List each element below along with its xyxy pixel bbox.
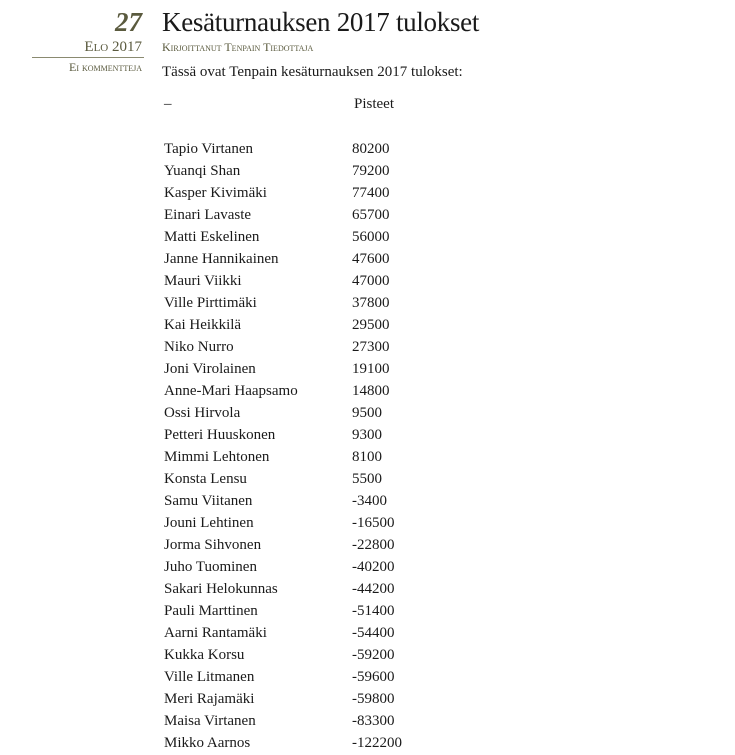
table-row bbox=[164, 270, 402, 292]
table-row bbox=[164, 688, 402, 710]
player-name: Mimmi Lehtonen bbox=[164, 449, 270, 465]
player-name: Kasper Kivimäki bbox=[164, 185, 267, 201]
column-header-name: – bbox=[164, 96, 172, 112]
player-points: 37800 bbox=[352, 295, 390, 311]
player-name: Anne-Mari Haapsamo bbox=[164, 383, 298, 399]
player-points: 29500 bbox=[352, 317, 390, 333]
player-name: Niko Nurro bbox=[164, 339, 234, 355]
player-name: Ossi Hirvola bbox=[164, 405, 241, 421]
table-row bbox=[164, 204, 402, 226]
table-row bbox=[164, 732, 402, 754]
player-name: Tapio Virtanen bbox=[164, 141, 253, 157]
player-name: Aarni Rantamäki bbox=[164, 625, 267, 641]
player-points: -59200 bbox=[352, 647, 395, 663]
table-row bbox=[164, 292, 402, 314]
table-row bbox=[164, 358, 402, 380]
table-row bbox=[164, 138, 402, 160]
player-name: Juho Tuominen bbox=[164, 559, 257, 575]
table-row bbox=[164, 490, 402, 512]
player-points: -22800 bbox=[352, 537, 395, 553]
table-row bbox=[164, 248, 402, 270]
player-name: Pauli Marttinen bbox=[164, 603, 258, 619]
player-points: 8100 bbox=[352, 449, 382, 465]
table-row bbox=[164, 446, 402, 468]
player-points: 47000 bbox=[352, 273, 390, 289]
player-points: 79200 bbox=[352, 163, 390, 179]
table-header-row bbox=[164, 96, 402, 116]
player-points: -44200 bbox=[352, 581, 395, 597]
date-day: 27 bbox=[115, 7, 142, 37]
player-name: Matti Eskelinen bbox=[164, 229, 260, 245]
results-body bbox=[164, 116, 402, 754]
player-points: -122200 bbox=[352, 735, 402, 751]
player-points: -59800 bbox=[352, 691, 395, 707]
player-points: -16500 bbox=[352, 515, 395, 531]
table-row bbox=[164, 534, 402, 556]
player-name: Ville Pirttimäki bbox=[164, 295, 257, 311]
player-points: 77400 bbox=[352, 185, 390, 201]
player-name: Mauri Viikki bbox=[164, 273, 242, 289]
player-points: -3400 bbox=[352, 493, 387, 509]
player-name: Jorma Sihvonen bbox=[164, 537, 262, 553]
table-row bbox=[164, 380, 402, 402]
post bbox=[162, 6, 722, 82]
player-name: Mikko Aarnos bbox=[164, 735, 251, 751]
player-points: 14800 bbox=[352, 383, 390, 399]
player-points: -59600 bbox=[352, 669, 395, 685]
table-row bbox=[164, 402, 402, 424]
player-name: Meri Rajamäki bbox=[164, 691, 255, 707]
player-points: 19100 bbox=[352, 361, 390, 377]
player-name: Samu Viitanen bbox=[164, 493, 253, 509]
player-name: Konsta Lensu bbox=[164, 471, 247, 487]
post-author: Kirjoittanut Tenpain Tiedottaja bbox=[162, 40, 314, 54]
table-row bbox=[164, 512, 402, 534]
player-points: -83300 bbox=[352, 713, 395, 729]
player-points: 80200 bbox=[352, 141, 390, 157]
comments-link[interactable]: Ei kommentteja bbox=[69, 60, 142, 74]
player-name: Joni Virolainen bbox=[164, 361, 256, 377]
spacer-row bbox=[164, 116, 402, 138]
date-month-year: Elo 2017 bbox=[32, 38, 144, 58]
player-name: Yuanqi Shan bbox=[164, 163, 241, 179]
player-points: 65700 bbox=[352, 207, 390, 223]
post-date bbox=[32, 6, 144, 76]
player-name: Maisa Virtanen bbox=[164, 713, 256, 729]
results-table bbox=[164, 96, 402, 754]
table-row bbox=[164, 336, 402, 358]
player-name: Einari Lavaste bbox=[164, 207, 252, 223]
post-intro: Tässä ovat Tenpain kesäturnauksen 2017 tulokset: bbox=[162, 64, 463, 80]
column-header-points: Pisteet bbox=[354, 96, 394, 112]
table-row bbox=[164, 226, 402, 248]
player-name: Kai Heikkilä bbox=[164, 317, 242, 333]
table-row bbox=[164, 182, 402, 204]
player-name: Ville Litmanen bbox=[164, 669, 255, 685]
player-points: -51400 bbox=[352, 603, 395, 619]
post-title[interactable]: Kesäturnauksen 2017 tulokset bbox=[162, 7, 480, 37]
table-row bbox=[164, 424, 402, 446]
table-row bbox=[164, 314, 402, 336]
table-row bbox=[164, 644, 402, 666]
table-row bbox=[164, 710, 402, 732]
table-row bbox=[164, 160, 402, 182]
player-points: 9300 bbox=[352, 427, 382, 443]
table-row bbox=[164, 556, 402, 578]
table-row bbox=[164, 600, 402, 622]
player-name: Janne Hannikainen bbox=[164, 251, 279, 267]
player-name: Jouni Lehtinen bbox=[164, 515, 254, 531]
player-points: 5500 bbox=[352, 471, 382, 487]
player-name: Petteri Huuskonen bbox=[164, 427, 276, 443]
table-row bbox=[164, 578, 402, 600]
table-row bbox=[164, 468, 402, 490]
player-points: 56000 bbox=[352, 229, 390, 245]
player-points: -40200 bbox=[352, 559, 395, 575]
table-row bbox=[164, 622, 402, 644]
player-name: Sakari Helokunnas bbox=[164, 581, 278, 597]
table-row bbox=[164, 666, 402, 688]
player-name: Kukka Korsu bbox=[164, 647, 245, 663]
player-points: 27300 bbox=[352, 339, 390, 355]
player-points: 47600 bbox=[352, 251, 390, 267]
player-points: 9500 bbox=[352, 405, 382, 421]
player-points: -54400 bbox=[352, 625, 395, 641]
